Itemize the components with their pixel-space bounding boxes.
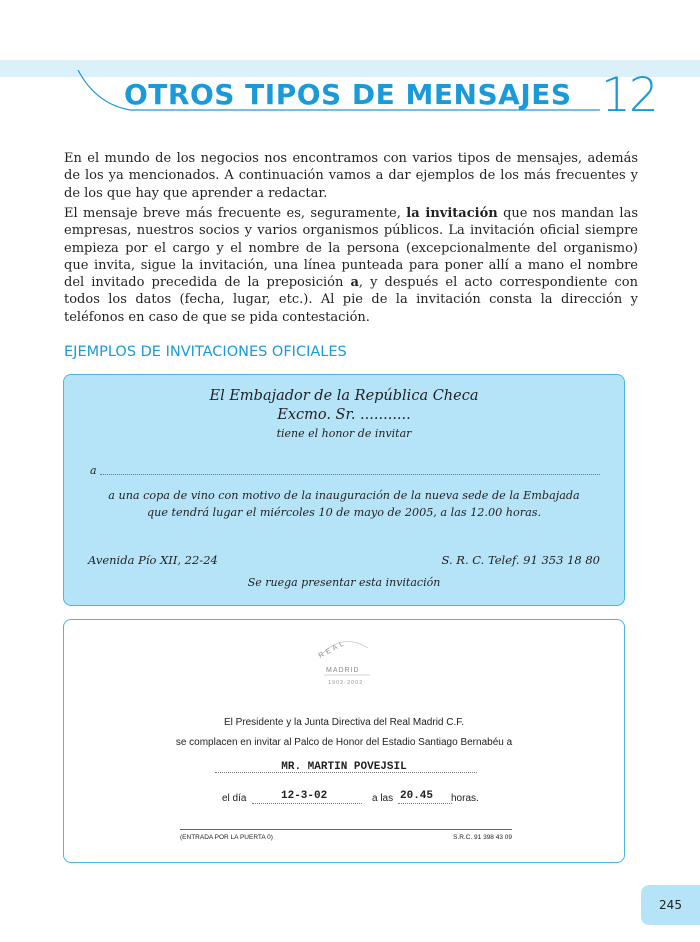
realmadrid-host-line: El Presidente y la Junta Directiva del Real Madrid C.F. (223, 717, 465, 728)
paragraph-intro: En el mundo de los negocios nos encontramos con varios tipos de mensajes, además de los ya mencionados. A continuación vamos a dar ejemplos de los más frecuentes y de los que hay que aprender a redactar. (64, 151, 638, 201)
embassy-invite-line: tiene el honor de invitar (276, 427, 412, 440)
entrance-note: (ENTRADA POR LA PUERTA 0) (180, 834, 273, 841)
invitation-embassy-card (63, 374, 625, 606)
embassy-event-line-1: a una copa de vino con motivo de la inauguración de la nueva sede de la Embajada (108, 489, 580, 502)
invitation-realmadrid-card (63, 619, 625, 863)
page-number: 245 (641, 885, 700, 925)
day-line (252, 803, 362, 804)
guest-name-dotted-line (100, 474, 600, 475)
day-value: 12-3-02 (281, 790, 328, 802)
realmadrid-invite-line: se complacen en invitar al Palco de Honor del Estadio Santiago Bernabéu a (175, 737, 513, 748)
embassy-event-line-2: que tendrá lugar el miércoles 10 de mayo de 2005, a las 12.00 horas. (146, 506, 542, 519)
logo-text-years: 1902-2002 (328, 680, 364, 686)
logo-text-madrid: MADRID (326, 667, 360, 674)
logo-text-real: REAL (317, 639, 348, 660)
footer-divider (180, 829, 512, 830)
embassy-a-prefix: a (90, 464, 97, 477)
time-value: 20.45 (400, 790, 434, 802)
embassy-recipient-line: Excmo. Sr. ........... (277, 407, 411, 423)
paragraph-invitation: El mensaje breve más frecuente es, seguramente, la invitación que nos mandan las empresas, nuestros socios y varios organismos públicos. La invitación oficial siempre empieza por el cargo y el nombre de la persona (excepcionalmente del organismo) que invita, sigue la invitación, una línea punteada para poner allí a mano el nombre del invitado precedida de la preposición a, y después el acto correspondiente con todos los datos (fecha, lugar, etc.). Al pie de la invitación consta la dirección y teléfonos en caso de que se pida contestación. (64, 206, 638, 325)
chapter-number: 12 (601, 68, 657, 123)
embassy-footer-note: Se ruega presentar esta invitación (247, 576, 441, 589)
embassy-rsvp: S. R. C. Telef. 91 353 18 80 (441, 553, 600, 567)
embassy-host-line: El Embajador de la República Checa (209, 388, 479, 404)
time-label: a las (372, 793, 394, 804)
section-heading: EJEMPLOS DE INVITACIONES OFICIALES (64, 344, 347, 360)
day-label: el día (222, 793, 247, 804)
guest-name: MR. MARTIN POVEJSIL (281, 761, 407, 773)
hours-label: horas. (451, 793, 479, 804)
chapter-title: OTROS TIPOS DE MENSAJES (124, 78, 572, 111)
real-madrid-logo-icon (312, 628, 382, 694)
time-line (398, 803, 452, 804)
realmadrid-rsvp: S.R.C. 91 398 43 09 (453, 834, 512, 841)
embassy-address: Avenida Pío XII, 22-24 (88, 553, 218, 567)
